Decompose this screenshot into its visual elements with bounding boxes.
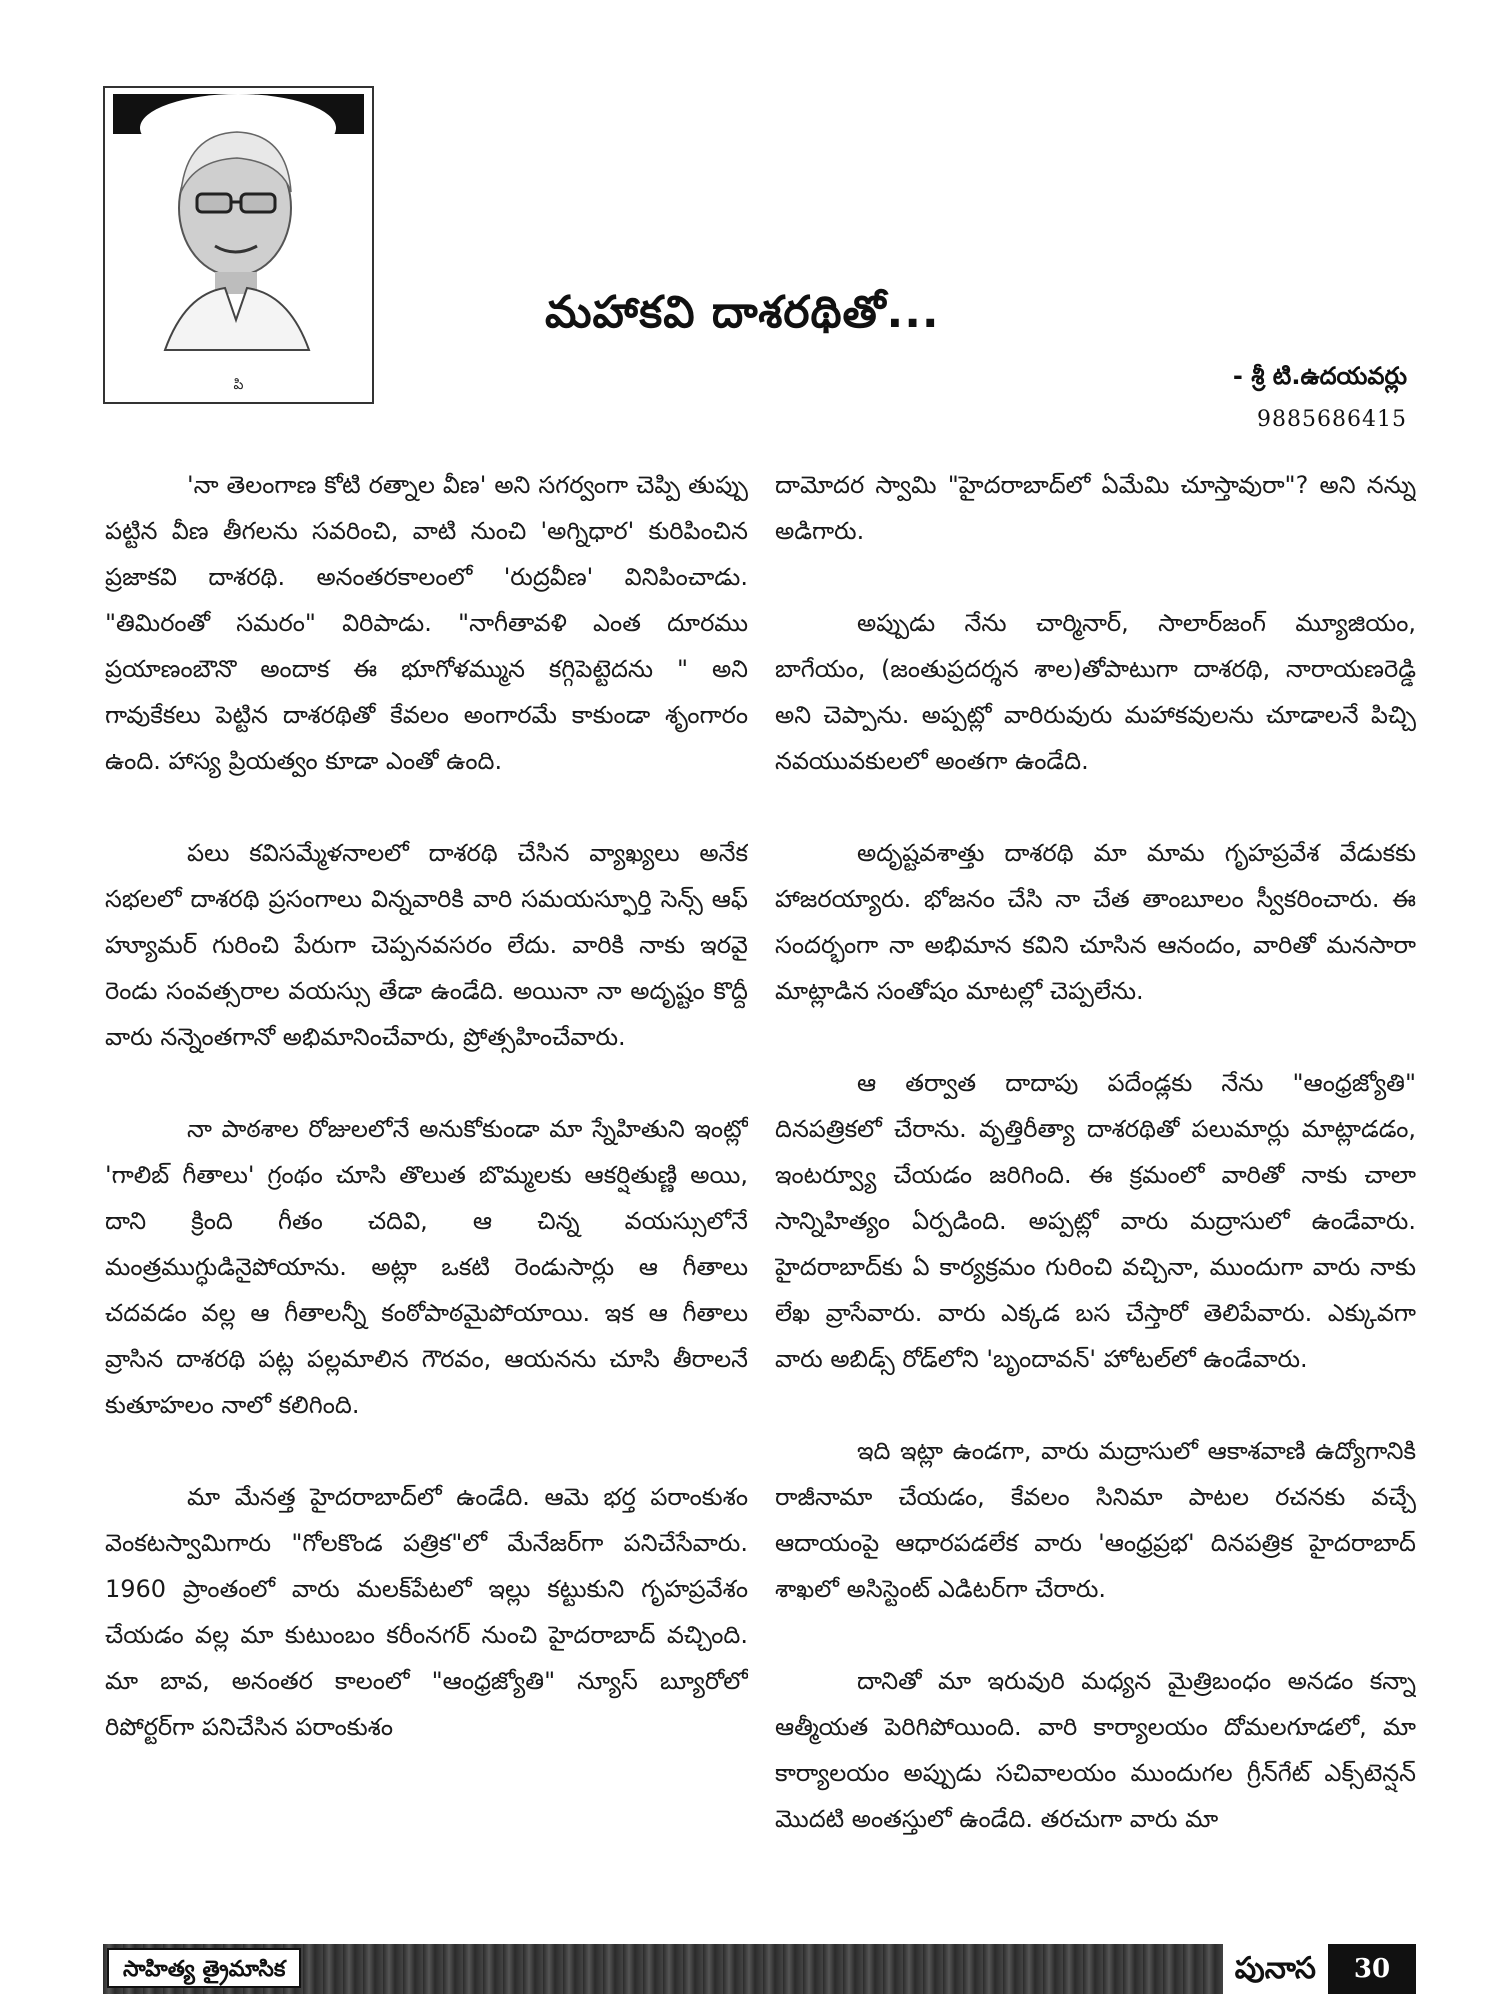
footer-section-label: సాహిత్య త్రైమాసిక [107, 1948, 301, 1988]
paragraph: ఆ తర్వాత దాదాపు పదేండ్లకు నేను "ఆంధ్రజ్యోతి" దినపత్రికలో చేరాను. వృత్తిరీత్యా దాశరథితో పలుమార్లు మాట్లాడడం, ఇంటర్వ్యూ చేయడం జరిగింది. ఈ క్రమంలో వారితో నాకు చాలా సాన్నిహిత్యం ఏర్పడింది. అప్పట్లో వారు మద్రాసులో ఉండేవారు. హైదరాబాద్‌కు ఏ కార్యక్రమం గురించి వచ్చినా, ముందుగా వారు నాకు లేఖ వ్రాసేవారు. వారు ఎక్కడ బస చేస్తారో తెలిపేవారు. ఎక్కువగా వారు అబిడ్స్ రోడ్‌లోని 'బృందావన్' హోటల్‌లో ఉండేవారు. [775, 1069, 1416, 1373]
page-footer [103, 1944, 1416, 1994]
paragraph: పలు కవిసమ్మేళనాలలో దాశరథి చేసిన వ్యాఖ్యలు అనేక సభలలో దాశరథి ప్రసంగాలు విన్నవారికి వారి సమయస్ఫూర్తి సెన్స్ ఆఫ్ హ్యూమర్ గురించి పేరుగా చెప్పనవసరం లేదు. వారికి నాకు ఇరవై రెండు సంవత్సరాల వయస్సు తేడా ఉండేది. అయినా నా అదృష్టం కొద్దీ వారు నన్నెంతగానో అభిమానించేవారు, ప్రోత్సహించేవారు. [105, 839, 748, 1051]
paragraph: అదృష్టవశాత్తు దాశరథి మా మామ గృహప్రవేశ వేడుకకు హాజరయ్యారు. భోజనం చేసి నా చేత తాంబూలం స్వీకరించారు. ఈ సందర్భంగా నా అభిమాన కవిని చూసిన ఆనందం, వారితో మనసారా మాట్లాడిన సంతోషం మాటల్లో చెప్పలేను. [775, 839, 1416, 1005]
portrait-image [105, 88, 372, 402]
article-title: మహాకవి దాశరథితో... [545, 287, 940, 338]
paragraph: దామోదర స్వామి "హైదరాబాద్‌లో ఏమేమి చూస్తావురా"? అని నన్ను అడిగారు. [775, 471, 1416, 545]
paragraph: మా మేనత్త హైదరాబాద్‌లో ఉండేది. ఆమె భర్త పరాంకుశం వెంకటస్వామిగారు "గోలకొండ పత్రిక"లో మేనేజర్‌గా పనిచేసేవారు. 1960 ప్రాంతంలో వారు మలక్‌పేటలో ఇల్లు కట్టుకుని గృహప్రవేశం చేయడం వల్ల మా కుటుంబం కరీంనగర్ నుంచి హైదరాబాద్ వచ్చింది. మా బావ, అనంతర కాలంలో "ఆంధ్రజ్యోతి" న్యూస్ బ్యూరోలో రిపోర్టర్‌గా పనిచేసిన పరాంకుశం [105, 1483, 748, 1741]
paragraph: నా పాఠశాల రోజులలోనే అనుకోకుండా మా స్నేహితుని ఇంట్లో 'గాలిబ్ గీతాలు' గ్రంథం చూసి తొలుత బొమ్మలకు ఆకర్షితుణ్ణి అయి, దాని క్రింది గీతం చదివి, ఆ చిన్న వయస్సులోనే మంత్రముగ్ధుడినైపోయాను. అట్లా ఒకటి రెండుసార్లు ఆ గీతాలు చదవడం వల్ల ఆ గీతాలన్నీ కంఠోపాఠమైపోయాయి. ఇక ఆ గీతాలు వ్రాసిన దాశరథి పట్ల పల్లమాలిన గౌరవం, ఆయనను చూసి తీరాలనే కుతూహలం నాలో కలిగింది. [105, 1115, 748, 1419]
paragraph: ఇది ఇట్లా ఉండగా, వారు మద్రాసులో ఆకాశవాణి ఉద్యోగానికి రాజీనామా చేయడం, కేవలం సినిమా పాటల రచనకు వచ్చే ఆదాయంపై ఆధారపడలేక వారు 'ఆంధ్రప్రభ' దినపత్రిక హైదరాబాద్ శాఖలో అసిస్టెంట్ ఎడిటర్‌గా చేరారు. [775, 1437, 1416, 1603]
photo-caption: పి [233, 377, 244, 393]
paragraph: 'నా తెలంగాణ కోటి రత్నాల వీణ' అని సగర్వంగా చెప్పి తుప్పు పట్టిన వీణ తీగలను సవరించి, వాటి నుంచి 'అగ్నిధార' కురిపించిన ప్రజాకవి దాశరథి. అనంతరకాలంలో 'రుద్రవీణ' వినిపించాడు. "తిమిరంతో సమరం" విరిపాడు. "నాగీతావళి ఎంత దూరము ప్రయాణంబౌనొ అందాక ఈ భూగోళమ్మున కగ్గిపెట్టెదను " అని గావుకేకలు పెట్టిన దాశరథితో కేవలం అంగారమే కాకుండా శృంగారం ఉంది. హాస్య ప్రియత్వం కూడా ఎంతో ఉంది. [105, 471, 748, 775]
paragraph: దానితో మా ఇరువురి మధ్యన మైత్రిబంధం అనడం కన్నా ఆత్మీయత పెరిగిపోయింది. వారి కార్యాలయం దోమలగూడలో, మా కార్యాలయం అప్పుడు సచివాలయం ముందుగల గ్రీన్‌గేట్ ఎక్స్‌టెన్షన్ మొదటి అంతస్తులో ఉండేది. తరచుగా వారు మా [775, 1667, 1416, 1833]
left-column [105, 462, 748, 1952]
author-byline: - శ్రీ టి.ఉదయవర్లు [1232, 362, 1407, 390]
footer-magazine-name: పునాస [1223, 1944, 1328, 1994]
author-photo [103, 86, 374, 404]
right-column [775, 462, 1416, 1952]
paragraph: అప్పుడు నేను చార్మినార్, సాలార్‌జంగ్ మ్యూజియం, బాగేయం, (జంతుప్రదర్శన శాల)తోపాటుగా దాశరథి, నారాయణరెడ్డి అని చెప్పాను. అప్పట్లో వారిరువురు మహాకవులను చూడాలనే పిచ్చి నవయువకులలో అంతగా ఉండేది. [775, 609, 1416, 775]
page-number: 30 [1328, 1944, 1416, 1994]
author-phone: 9885686415 [1257, 407, 1407, 432]
